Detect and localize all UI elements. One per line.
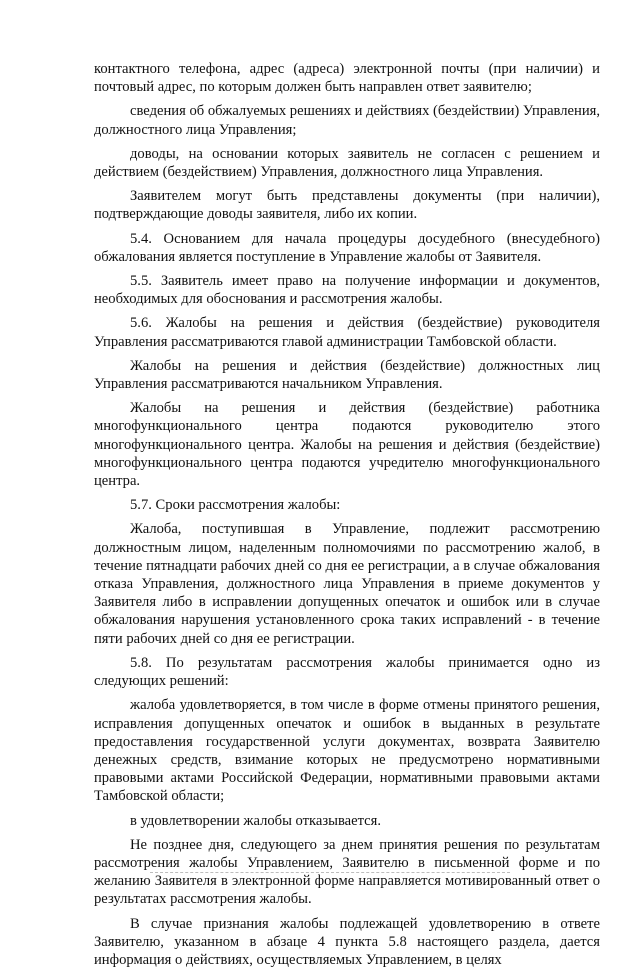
paragraph-5-4: 5.4. Основанием для начала процедуры досудебного (внесудебного) обжалования является поступление в Управление жалобы от Заявителя.	[94, 230, 600, 265]
paragraph-5-6: 5.6. Жалобы на решения и действия (бездействие) руководителя Управления рассматриваются главой администрации Тамбовской области.	[94, 315, 600, 350]
paragraph-satisfied-case: В случае признания жалобы подлежащей удовлетворению в ответе Заявителю, указанном в абзаце 4 пункта 5.8 настоящего раздела, дается информация о действиях, осуществляемых Управлением, в целях	[94, 915, 600, 968]
footer-divider	[150, 872, 510, 873]
paragraph-supporting-documents: Заявителем могут быть представлены документы (при наличии), подтверждающие доводы заявителя, либо их копии.	[94, 188, 600, 223]
paragraph-review-period: Жалоба, поступившая в Управление, подлежит рассмотрению должностным лицом, наделенным полномочиями по рассмотрению жалоб, в течение пятнадцати рабочих дней со дня ее регистрации, а в случае обжалования отказа Управления, должностного лица Управления в приеме документов у Заявителя либо в исправлении допущенных опечаток и ошибок или в случае обжалования нарушения установленного срока таких исправлений - в течение пяти рабочих дней со дня ее регистрации.	[94, 521, 600, 647]
paragraph-mfc-complaints: Жалобы на решения и действия (бездействие) работника многофункционального центра подаются руководителю этого многофункционального центра. Жалобы на решения и действия (бездействие) многофункционального центра подаются учредителю многофункционального центра.	[94, 400, 600, 490]
paragraph-arguments: доводы, на основании которых заявитель не согласен с решением и действием (бездействием) Управления, должностного лица Управления.	[94, 145, 600, 181]
paragraph-appealed-decisions: сведения об обжалуемых решениях и действиях (бездействии) Управления, должностного лица Управления;	[94, 103, 600, 138]
paragraph-officials-complaints: Жалобы на решения и действия (бездействие) должностных лиц Управления рассматриваются начальником Управления.	[94, 357, 600, 393]
paragraph-5-5: 5.5. Заявитель имеет право на получение информации и документов, необходимых для обоснования и рассмотрения жалобы.	[94, 273, 600, 308]
paragraph-response-deadline: Не позднее дня, следующего за днем принятия решения по результатам рассмотрения жалобы Управлением, Заявителю в письменной форме и по желанию Заявителя в электронной форме направляется мотивированный ответ о результатах рассмотрения жалобы.	[94, 836, 600, 908]
paragraph-5-7: 5.7. Сроки рассмотрения жалобы:	[130, 497, 341, 514]
paragraph-contact-info: контактного телефона, адрес (адреса) электронной почты (при наличии) и почтовый адрес, по которым должен быть направлен ответ заявителю;	[94, 61, 600, 96]
paragraph-complaint-rejected: в удовлетворении жалобы отказывается.	[130, 812, 382, 829]
document-body	[94, 60, 600, 975]
paragraph-complaint-satisfied: жалоба удовлетворяется, в том числе в форме отмены принятого решения, исправления допущенных опечаток и ошибок в выданных в результате предоставления государственной услуги документах, возврата Заявителю денежных средств, взимание которых не предусмотрено нормативными правовыми актами Российской Федерации, нормативными правовыми актами Тамбовской области;	[94, 697, 600, 805]
paragraph-5-8: 5.8. По результатам рассмотрения жалобы принимается одно из следующих решений:	[94, 654, 600, 690]
